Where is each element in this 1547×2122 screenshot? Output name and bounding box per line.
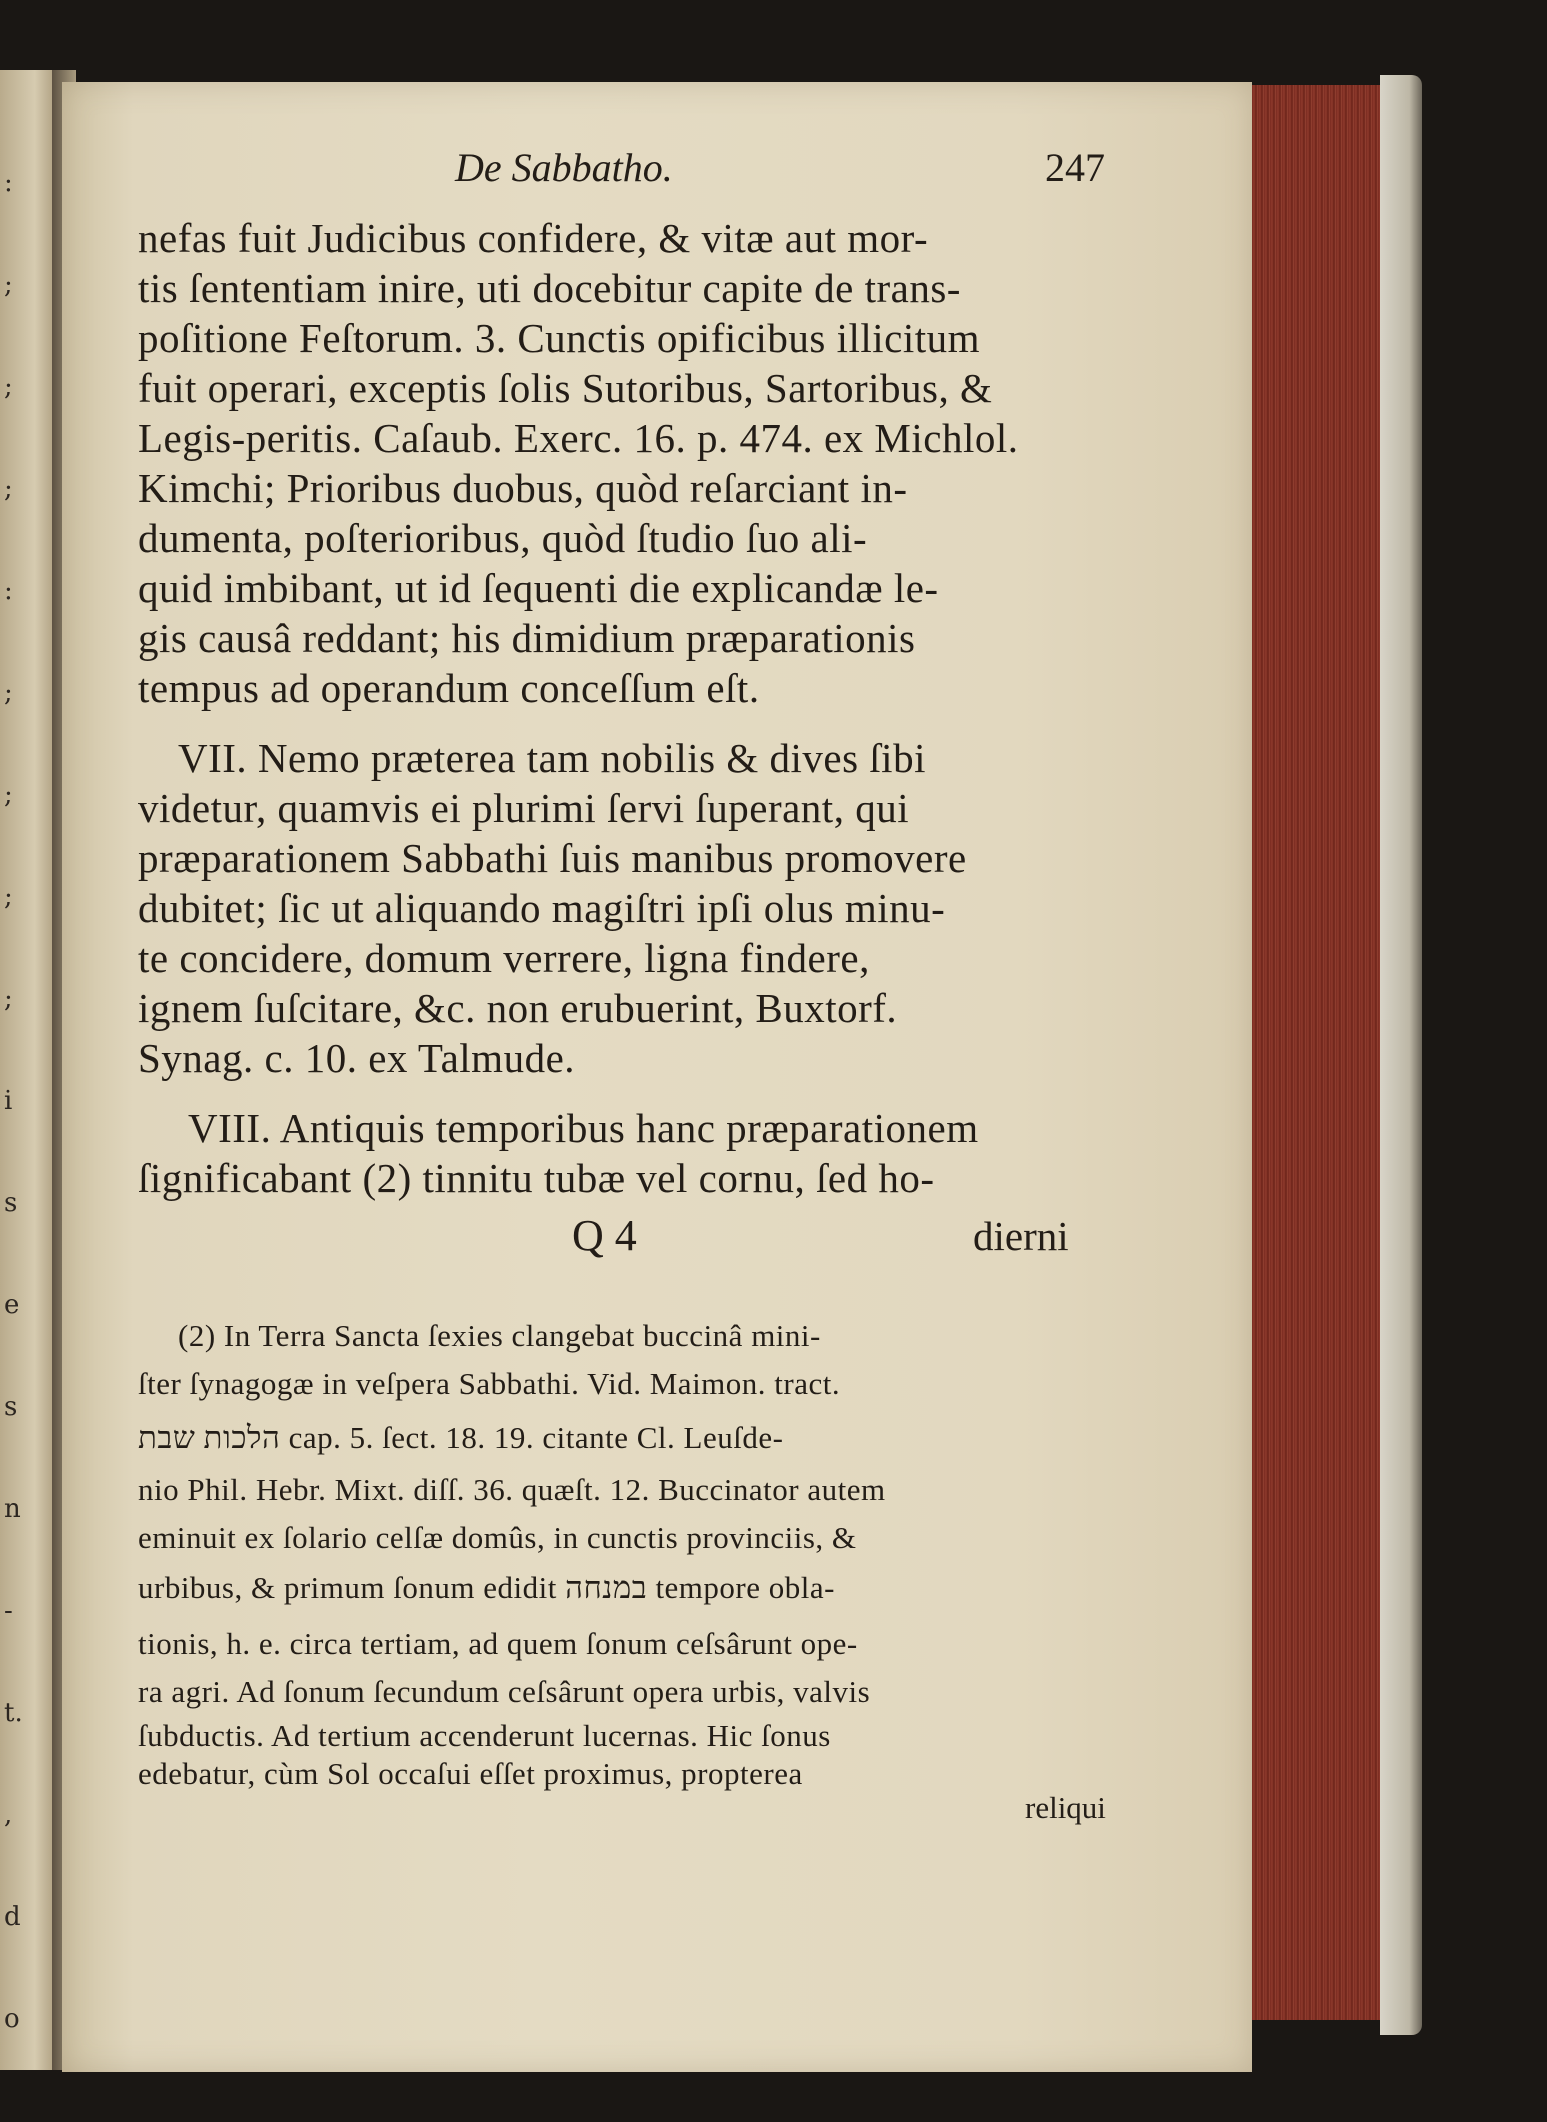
left-page-mark: s bbox=[4, 1392, 18, 1422]
body-line: Kimchi; Prioribus duobus, quòd reſarciant in- bbox=[138, 465, 908, 511]
body-line: nefas fuit Judicibus confidere, & vitæ aut mor- bbox=[138, 215, 929, 261]
book-cover-edge bbox=[1380, 75, 1422, 2035]
body-line: Legis-peritis. Caſaub. Exerc. 16. p. 474. ex Michlol. bbox=[138, 415, 1019, 461]
left-page-mark: e bbox=[4, 1290, 20, 1320]
left-page-mark: ; bbox=[4, 882, 13, 912]
left-page-mark: : bbox=[4, 168, 13, 198]
body-line: gis causâ reddant; his dimidium præparationis bbox=[138, 615, 916, 661]
body-line: tis ſententiam inire, uti docebitur capite de trans- bbox=[138, 265, 961, 311]
footnote-line: tionis, h. e. circa tertiam, ad quem ſonum ceſsârunt ope- bbox=[138, 1626, 858, 1661]
left-page-mark: ; bbox=[4, 474, 13, 504]
body-line: te concidere, domum verrere, ligna findere, bbox=[138, 935, 870, 981]
footnote-line: (2) In Terra Sancta ſexies clangebat buccinâ mini- bbox=[178, 1318, 821, 1353]
footnote-line: ra agri. Ad ſonum ſecundum ceſsârunt opera urbis, valvis bbox=[138, 1674, 871, 1709]
body-line: quid imbibant, ut id ſequenti die explicandæ le- bbox=[138, 565, 939, 611]
left-page-mark: - bbox=[4, 1596, 13, 1626]
running-title: De Sabbatho. bbox=[455, 145, 673, 190]
left-page-mark: , bbox=[4, 1800, 13, 1830]
left-page-mark: ; bbox=[4, 270, 13, 300]
page-fore-edge bbox=[1240, 85, 1390, 2020]
body-line: dumenta, poſterioribus, quòd ſtudio ſuo ali- bbox=[138, 515, 868, 561]
body-line: VIII. Antiquis temporibus hanc præparationem bbox=[188, 1105, 979, 1151]
catchword: dierni bbox=[973, 1213, 1069, 1259]
left-page-mark: i bbox=[4, 1086, 13, 1116]
body-line: poſitione Feſtorum. 3. Cunctis opificibus illicitum bbox=[138, 315, 981, 361]
body-line: VII. Nemo præterea tam nobilis & dives ſibi bbox=[178, 735, 926, 781]
footnote-line: eminuit ex ſolario celſæ domûs, in cunctis provinciis, & bbox=[138, 1520, 857, 1555]
left-page-mark: s bbox=[4, 1188, 18, 1218]
footnote-line: הלכות שבת cap. 5. ſect. 18. 19. citante Cl. Leuſde- bbox=[138, 1420, 784, 1455]
footnote-line: ſter ſynagogæ in veſpera Sabbathi. Vid. Maimon. tract. bbox=[138, 1366, 841, 1401]
left-page-mark: ; bbox=[4, 678, 13, 708]
footnote-line: edebatur, cùm Sol occaſui eſſet proximus, propterea bbox=[138, 1756, 803, 1791]
footnote-line: ſubductis. Ad tertium accenderunt lucernas. Hic ſonus bbox=[138, 1718, 831, 1753]
left-page-mark: ; bbox=[4, 780, 13, 810]
body-line: Synag. c. 10. ex Talmude. bbox=[138, 1035, 576, 1081]
footnote-line: urbibus, & primum ſonum edidit במנחה tempore obla- bbox=[138, 1570, 835, 1605]
footnote-line: nio Phil. Hebr. Mixt. diſſ. 36. quæſt. 12. Buccinator autem bbox=[138, 1472, 886, 1507]
previous-page-edge bbox=[0, 70, 58, 2070]
body-line: tempus ad operandum conceſſum eſt. bbox=[138, 665, 760, 711]
left-page-mark: t. bbox=[4, 1698, 23, 1728]
left-page-mark: : bbox=[4, 576, 13, 606]
left-page-mark: n bbox=[4, 1494, 21, 1524]
body-line: præparationem Sabbathi ſuis manibus promovere bbox=[138, 835, 967, 881]
left-page-mark: o bbox=[4, 2004, 20, 2034]
body-line: videtur, quamvis ei plurimi ſervi ſuperant, qui bbox=[138, 785, 910, 831]
body-line: fuit operari, exceptis ſolis Sutoribus, Sartoribus, & bbox=[138, 365, 993, 411]
footnote-catchword: reliqui bbox=[1025, 1790, 1106, 1825]
signature-mark: Q 4 bbox=[572, 1211, 637, 1260]
left-page-mark: d bbox=[4, 1902, 21, 1932]
body-line: ſignificabant (2) tinnitu tubæ vel cornu, ſed ho- bbox=[138, 1155, 935, 1201]
left-page-mark: ; bbox=[4, 984, 13, 1014]
left-page-mark: ; bbox=[4, 372, 13, 402]
body-line: ignem ſuſcitare, &c. non erubuerint, Buxtorf. bbox=[138, 985, 898, 1031]
body-line: dubitet; ſic ut aliquando magiſtri ipſi olus minu- bbox=[138, 885, 946, 931]
page-number: 247 bbox=[1045, 145, 1105, 190]
